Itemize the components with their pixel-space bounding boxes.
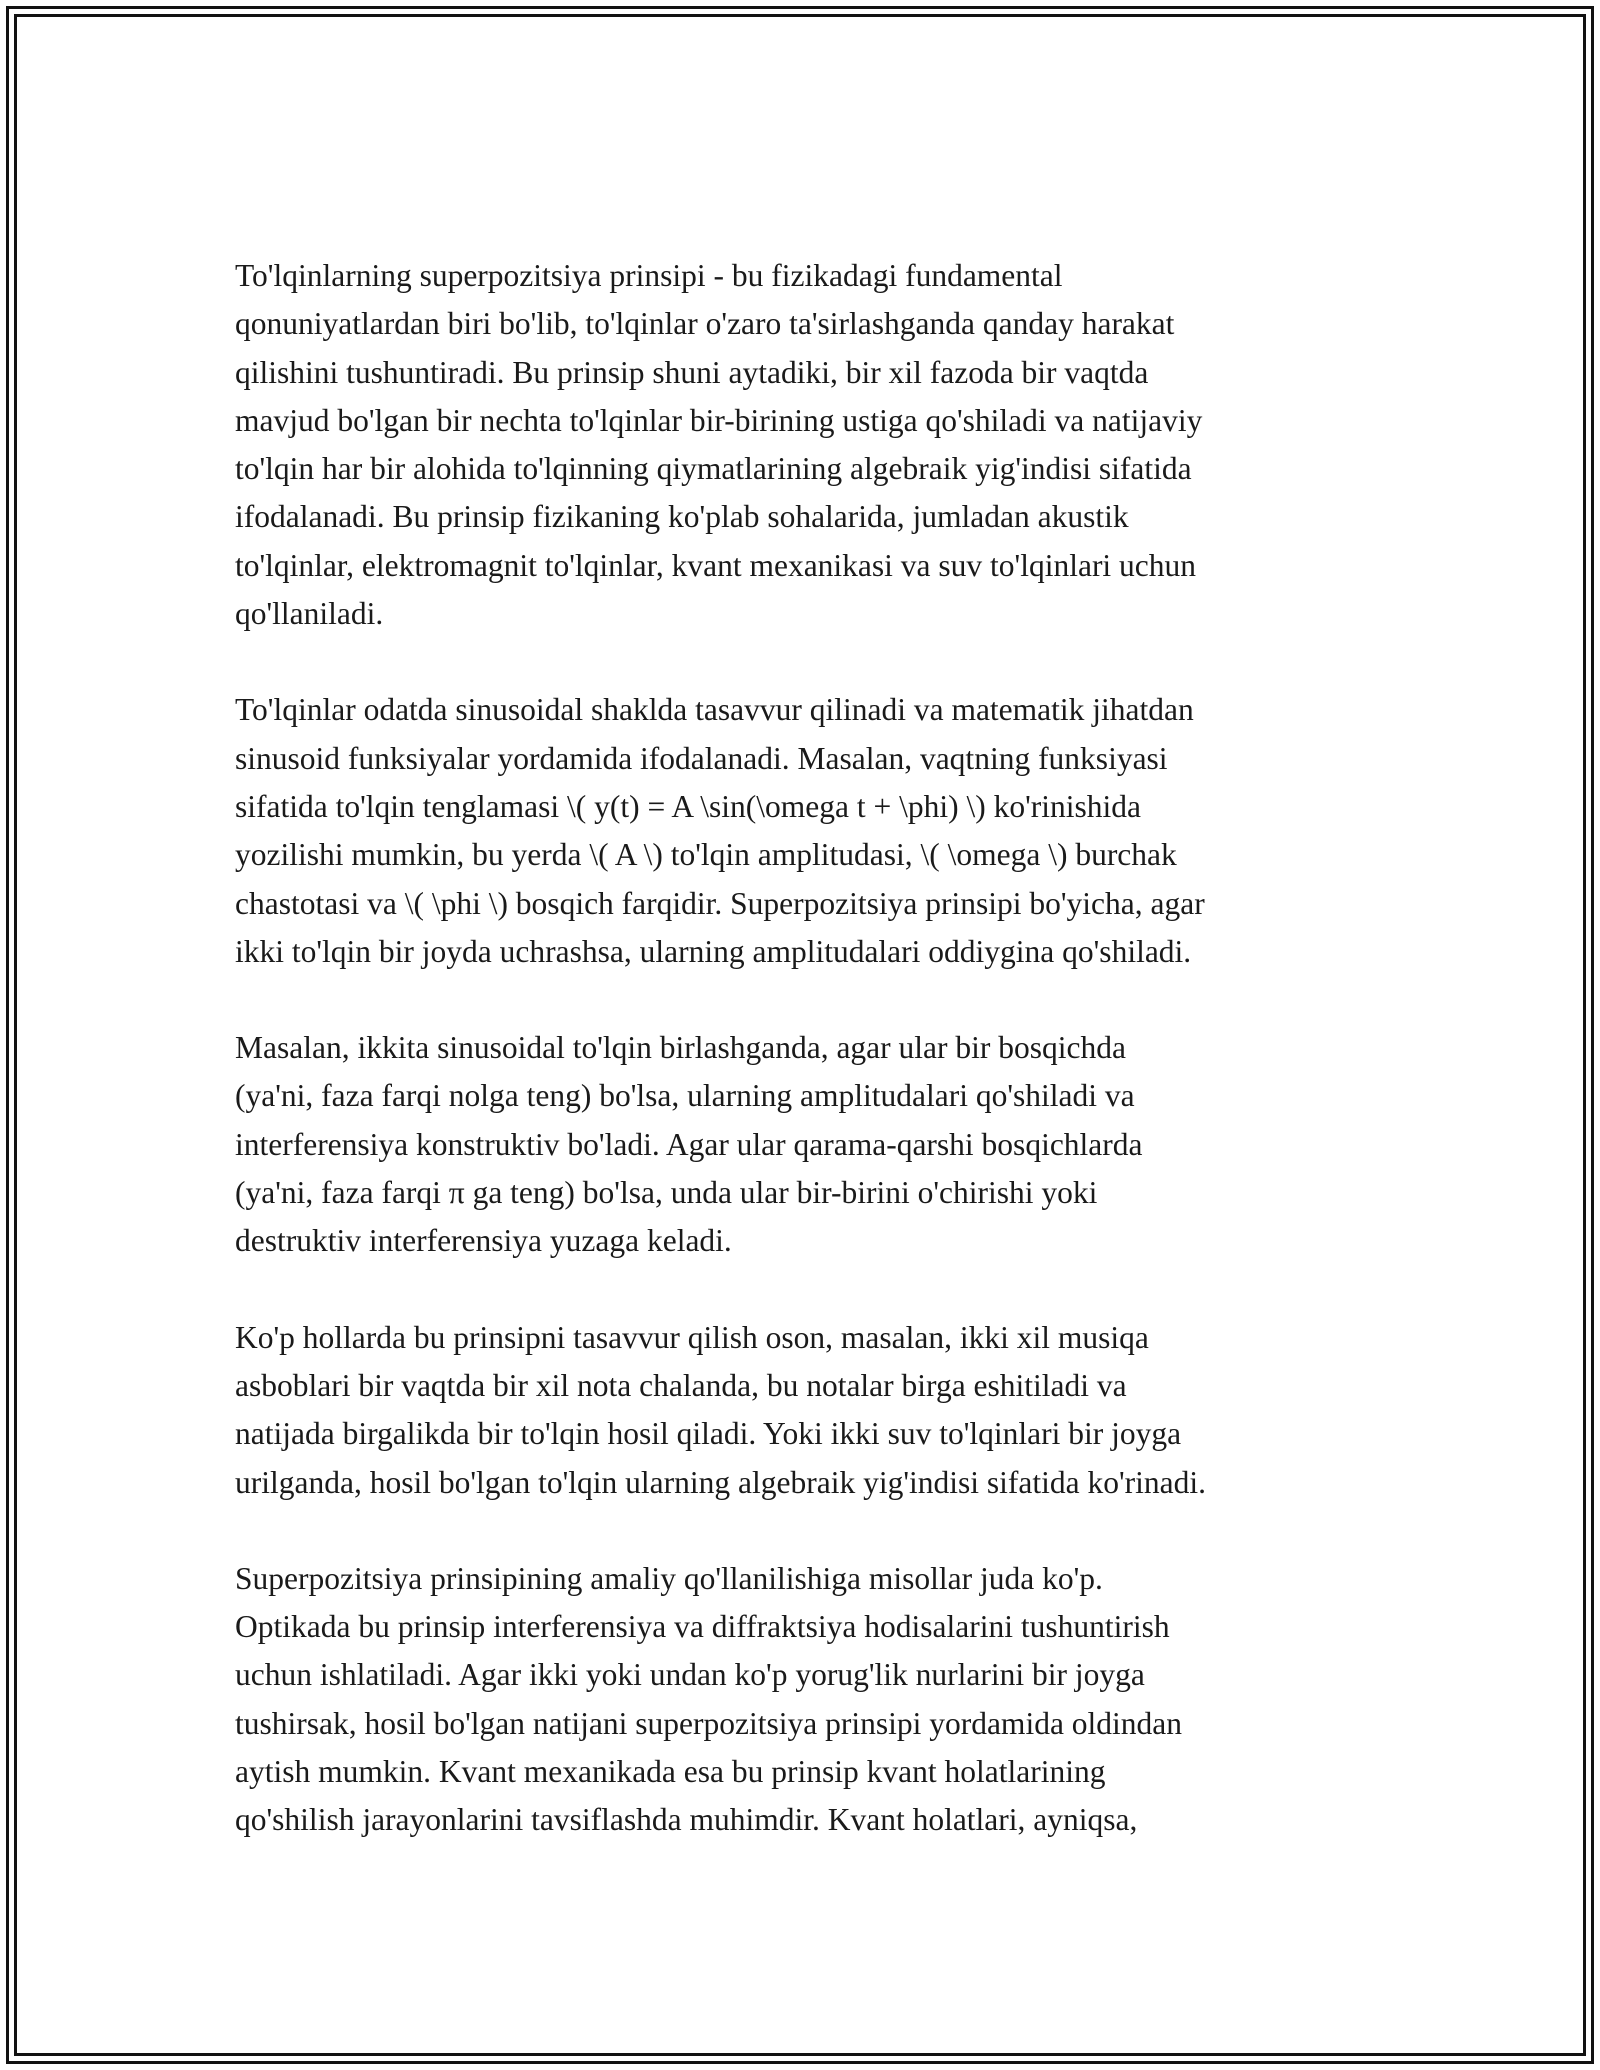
document-body — [235, 252, 1385, 1893]
text-line: ikki to'lqin bir joyda uchrashsa, ularning amplitudalari oddiygina qo'shiladi. — [235, 933, 1192, 969]
text-line: To'lqinlar odatda sinusoidal shaklda tasavvur qilinadi va matematik jihatdan — [235, 692, 1194, 728]
paragraph-1 — [235, 252, 1385, 638]
paragraph-2 — [235, 686, 1385, 976]
text-line: qo'llaniladi. — [235, 596, 384, 632]
text-line: natijada birgalikda bir to'lqin hosil qiladi. Yoki ikki suv to'lqinlari bir joyga — [235, 1416, 1182, 1452]
text-line: Optikada bu prinsip interferensiya va diffraktsiya hodisalarini tushuntirish — [235, 1609, 1170, 1645]
text-line: mavjud bo'lgan bir nechta to'lqinlar bir-birining ustiga qo'shiladi va natijaviy — [235, 402, 1203, 438]
paragraph-5 — [235, 1555, 1385, 1845]
text-line: To'lqinlarning superpozitsiya prinsipi - bu fizikadagi fundamental — [235, 258, 1063, 293]
text-line: uchun ishlatiladi. Agar ikki yoki undan ko'p yorug'lik nurlarini bir joyga — [235, 1657, 1145, 1693]
text-line: aytish mumkin. Kvant mexanikada esa bu prinsip kvant holatlarining — [235, 1754, 1106, 1790]
text-line: (ya'ni, faza farqi nolga teng) bo'lsa, ularning amplitudalari qo'shiladi va — [235, 1078, 1135, 1114]
text-line: Ko'p hollarda bu prinsipni tasavvur qilish oson, masalan, ikki xil musiqa — [235, 1319, 1149, 1355]
text-line: Masalan, ikkita sinusoidal to'lqin birlashganda, agar ular bir bosqichda — [235, 1030, 1126, 1066]
text-line: tushirsak, hosil bo'lgan natijani superpozitsiya prinsipi yordamida oldindan — [235, 1705, 1183, 1741]
paragraph-4 — [235, 1314, 1385, 1507]
text-line: asboblari bir vaqtda bir xil nota chalanda, bu notalar birga eshitiladi va — [235, 1367, 1127, 1403]
text-line: destruktiv interferensiya yuzaga keladi. — [235, 1223, 732, 1259]
text-line: Superpozitsiya prinsipining amaliy qo'llanilishiga misollar juda ko'p. — [235, 1560, 1103, 1596]
text-line: ifodalanadi. Bu prinsip fizikaning ko'plab sohalarida, jumladan akustik — [235, 499, 1129, 535]
text-line: to'lqin har bir alohida to'lqinning qiymatlarining algebraik yig'indisi sifatida — [235, 451, 1192, 487]
text-line: sifatida to'lqin tenglamasi \( y(t) = A \sin(\omega t + \phi) \) ko'rinishida — [235, 788, 1141, 824]
text-line: urilganda, hosil bo'lgan to'lqin ularning algebraik yig'indisi sifatida ko'rinadi. — [235, 1464, 1207, 1500]
text-line: chastotasi va \( \phi \) bosqich farqidir. Superpozitsiya prinsipi bo'yicha, agar — [235, 885, 1205, 921]
text-line: sinusoid funksiyalar yordamida ifodalanadi. Masalan, vaqtning funksiyasi — [235, 740, 1168, 776]
text-line: qonuniyatlardan biri bo'lib, to'lqinlar o'zaro ta'sirlashganda qanday harakat — [235, 306, 1175, 342]
text-line: interferensiya konstruktiv bo'ladi. Agar ular qarama-qarshi bosqichlarda — [235, 1126, 1143, 1162]
text-line: (ya'ni, faza farqi π ga teng) bo'lsa, unda ular bir-birini o'chirishi yoki — [235, 1175, 1098, 1211]
text-line: yozilishi mumkin, bu yerda \( A \) to'lqin amplitudasi, \( \omega \) burchak — [235, 837, 1177, 873]
paragraph-3 — [235, 1024, 1385, 1265]
text-line: qo'shilish jarayonlarini tavsiflashda muhimdir. Kvant holatlari, ayniqsa, — [235, 1802, 1138, 1838]
text-line: qilishini tushuntiradi. Bu prinsip shuni aytadiki, bir xil fazoda bir vaqtda — [235, 354, 1149, 390]
text-line: to'lqinlar, elektromagnit to'lqinlar, kvant mexanikasi va suv to'lqinlari uchun — [235, 547, 1197, 583]
